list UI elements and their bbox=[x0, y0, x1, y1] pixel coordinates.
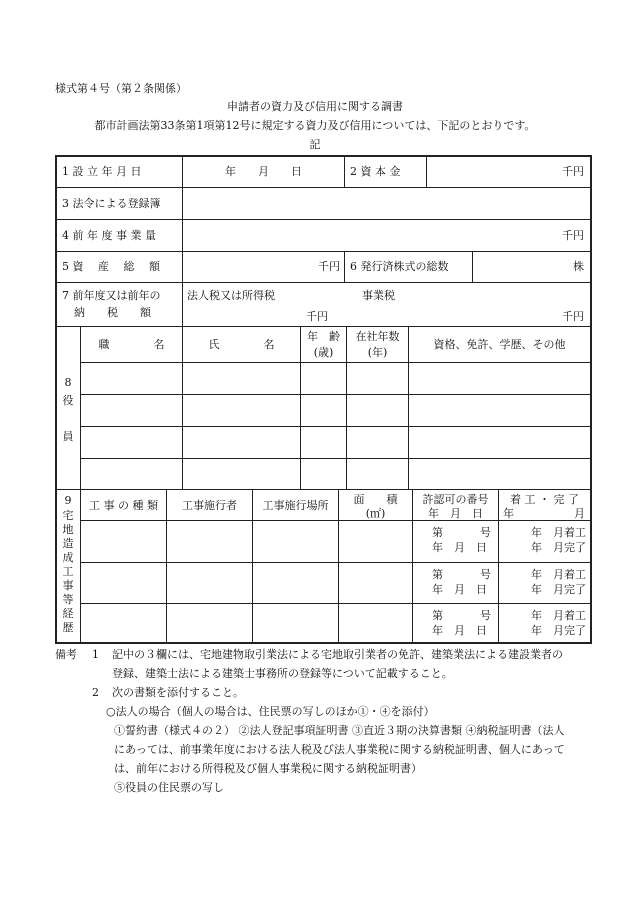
corporate-tax-label: 法人税又は所得税 bbox=[187, 289, 275, 302]
capital-label: 2 資 本 金 bbox=[350, 165, 401, 178]
founding-date-field: 年 月 日 bbox=[225, 165, 302, 178]
works-side-char: 経 bbox=[62, 607, 74, 620]
works-side-char: 工 bbox=[62, 565, 74, 578]
work-period-year: 年 bbox=[503, 507, 514, 520]
officer-years-unit: (年) bbox=[367, 346, 388, 359]
works-side-char: 歴 bbox=[62, 621, 74, 634]
note-2-list-line-2: にあっては、前事業年度における法人税及び法人事業税に関する納税証明書、個人にあって bbox=[114, 743, 565, 756]
officer-quals-header: 資格、免許、学歴、その他 bbox=[433, 338, 566, 351]
work-area-unit: (㎡) bbox=[365, 507, 386, 520]
permit-date: 年 月 日 bbox=[432, 541, 487, 554]
note-2-sub: ○法人の場合（個人の場合は、住民票の写しのほか①・④を添付） bbox=[106, 705, 435, 718]
total-assets-unit: 千円 bbox=[318, 260, 340, 273]
note-1-line-1: 記中の３欄には、宅地建物取引業法による宅地取引業者の免許、建築業法による建設業者の bbox=[112, 648, 563, 661]
officer-post-header: 職 名 bbox=[98, 338, 165, 351]
work-period-header: 着 工 ・ 完 了 bbox=[510, 493, 579, 506]
total-assets-label: 5 資 産 総 額 bbox=[62, 260, 160, 273]
tax-label-2: 納 税 額 bbox=[74, 306, 151, 319]
officer-age-header: 年 齢 bbox=[307, 330, 340, 343]
work-end: 年 月完了 bbox=[531, 583, 586, 596]
work-area-header: 面 積 bbox=[353, 493, 398, 506]
work-end: 年 月完了 bbox=[531, 624, 586, 637]
ki-mark: 記 bbox=[309, 138, 321, 151]
note-2-number: 2 bbox=[92, 686, 99, 699]
work-start: 年 月着工 bbox=[531, 609, 586, 622]
work-permit-header: 許認可の番号 bbox=[422, 493, 489, 506]
founding-date-label: 1 設 立 年 月 日 bbox=[62, 165, 142, 178]
corporate-tax-unit: 千円 bbox=[306, 310, 328, 323]
business-volume-unit: 千円 bbox=[562, 229, 584, 242]
permit-no-prefix: 第 bbox=[432, 609, 443, 622]
officers-side-char: 員 bbox=[62, 430, 74, 443]
work-start: 年 月着工 bbox=[531, 568, 586, 581]
works-side-char: 成 bbox=[62, 551, 74, 564]
officer-age-unit: (歳) bbox=[313, 346, 334, 359]
work-period-month: 月 bbox=[574, 507, 585, 520]
permit-no-suffix: 号 bbox=[480, 568, 491, 581]
registry-label: 3 法令による登録簿 bbox=[62, 197, 161, 210]
works-side-char: 宅 bbox=[62, 509, 74, 522]
permit-date: 年 月 日 bbox=[432, 583, 487, 596]
permit-date: 年 月 日 bbox=[432, 624, 487, 637]
work-type-header: 工 事 の 種 類 bbox=[89, 499, 158, 512]
note-2-text: 次の書類を添付すること。 bbox=[112, 686, 244, 699]
form-number: 様式第４号（第２条関係） bbox=[55, 82, 187, 95]
document-title: 申請者の資力及び信用に関する調書 bbox=[227, 100, 403, 113]
document-subtitle: 都市計画法第33条第1項第12号に規定する資力及び信用については、下記のとおりです。 bbox=[94, 119, 536, 132]
notes-label: 備考 bbox=[55, 648, 77, 661]
officers-side-char: 役 bbox=[62, 394, 74, 407]
officer-name-header: 氏 名 bbox=[208, 338, 275, 351]
works-side-num: 9 bbox=[64, 494, 72, 507]
business-tax-label: 事業税 bbox=[362, 289, 395, 302]
work-start: 年 月着工 bbox=[531, 526, 586, 539]
works-side-char: 等 bbox=[62, 593, 74, 606]
works-side-char: 事 bbox=[62, 579, 74, 592]
work-permit-date: 年 月 日 bbox=[428, 507, 483, 520]
works-side-char: 造 bbox=[62, 537, 74, 550]
work-place-header: 工事施行場所 bbox=[262, 499, 329, 512]
note-2-list-line-4: ⑤役員の住民票の写し bbox=[114, 781, 224, 794]
permit-no-prefix: 第 bbox=[432, 526, 443, 539]
permit-no-suffix: 号 bbox=[480, 609, 491, 622]
shares-unit: 株 bbox=[573, 260, 584, 273]
capital-unit: 千円 bbox=[562, 165, 584, 178]
business-tax-unit: 千円 bbox=[562, 310, 584, 323]
officers-side-num: 8 bbox=[64, 376, 72, 389]
work-end: 年 月完了 bbox=[531, 541, 586, 554]
tax-label-1: 7 前年度又は前年の bbox=[62, 289, 161, 302]
note-1-number: 1 bbox=[92, 648, 99, 661]
works-side-char: 地 bbox=[62, 523, 74, 536]
shares-label: 6 発行済株式の総数 bbox=[350, 260, 449, 273]
work-contractor-header: 工事施行者 bbox=[182, 499, 237, 512]
officer-years-header: 在社年数 bbox=[355, 330, 400, 343]
business-volume-label: 4 前 年 度 事 業 量 bbox=[62, 229, 156, 242]
permit-no-suffix: 号 bbox=[480, 526, 491, 539]
note-2-list-line-1: ①誓約書（様式４の２） ②法人登記事項証明書 ③直近３期の決算書類 ④納税証明書（法人 bbox=[114, 724, 565, 737]
permit-no-prefix: 第 bbox=[432, 568, 443, 581]
note-1-line-2: 登録、建築士法による建築士事務所の登録等について記載すること。 bbox=[112, 667, 453, 680]
note-2-list-line-3: は、前年における所得税及び個人事業税に関する納税証明書） bbox=[114, 762, 422, 775]
